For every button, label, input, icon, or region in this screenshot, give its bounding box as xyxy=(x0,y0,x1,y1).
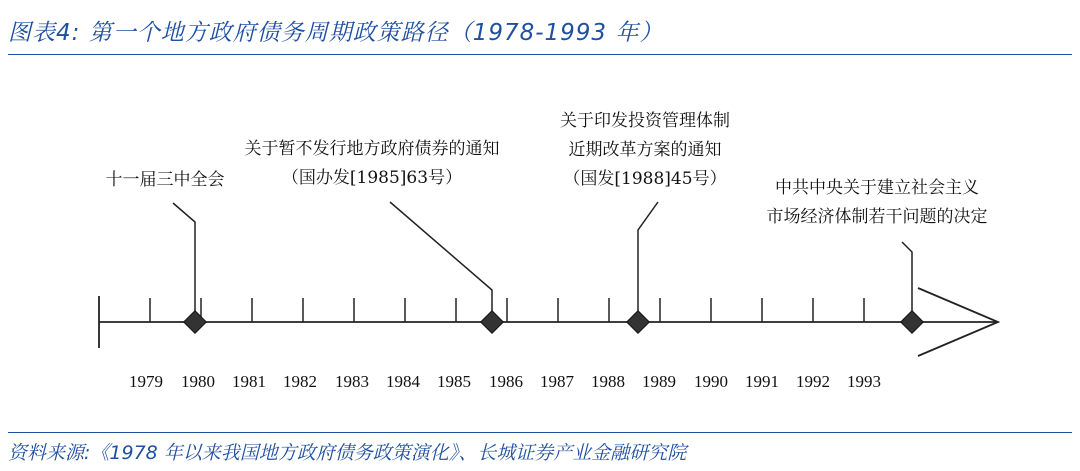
source-note: 资料来源:《1978 年以来我国地方政府债务政策演化》、长城证券产业金融研究院 xyxy=(8,442,687,464)
event-leader-line xyxy=(173,203,195,322)
year-label: 1990 xyxy=(694,372,728,391)
year-label: 1992 xyxy=(796,372,830,391)
year-label: 1989 xyxy=(642,372,676,391)
tick-marks xyxy=(150,298,864,322)
event-1993 xyxy=(767,178,988,333)
event-label: 十一届三中全会 xyxy=(105,170,225,190)
event-diamond-marker xyxy=(481,311,504,334)
event-diamond-marker xyxy=(627,311,650,334)
event-label: 关于印发投资管理体制 xyxy=(560,111,730,131)
event-1989 xyxy=(560,110,730,333)
event-diamond-marker xyxy=(901,311,924,334)
year-label: 1993 xyxy=(847,372,881,391)
year-label: 1986 xyxy=(489,372,523,391)
event-1980 xyxy=(106,170,225,333)
year-label: 1981 xyxy=(232,372,266,391)
figure-title: 图表4: 第一个地方政府债务周期政策路径（1978-1993 年） xyxy=(8,20,664,46)
year-labels xyxy=(129,372,881,391)
year-label: 1983 xyxy=(335,372,369,391)
year-label: 1982 xyxy=(283,372,317,391)
event-label: （国发[1988]45号） xyxy=(563,169,727,189)
event-label: 近期改革方案的通知 xyxy=(568,140,722,160)
year-label: 1984 xyxy=(386,372,420,391)
event-label: 市场经济体制若干问题的决定 xyxy=(766,207,988,227)
year-label: 1991 xyxy=(745,372,779,391)
event-1986 xyxy=(245,139,504,333)
year-label: 1988 xyxy=(591,372,625,391)
year-label: 1985 xyxy=(437,372,471,391)
event-label: 中共中央关于建立社会主义 xyxy=(775,178,979,198)
year-label: 1979 xyxy=(129,372,163,391)
source-divider xyxy=(8,432,1072,433)
event-label: （国办发[1985]63号） xyxy=(281,168,463,188)
year-label: 1980 xyxy=(181,372,215,391)
event-diamond-marker xyxy=(184,311,207,334)
event-label: 关于暂不发行地方政府债券的通知 xyxy=(244,139,500,159)
year-label: 1987 xyxy=(540,372,574,391)
event-leader-line xyxy=(902,242,912,322)
event-leader-line xyxy=(638,202,658,322)
